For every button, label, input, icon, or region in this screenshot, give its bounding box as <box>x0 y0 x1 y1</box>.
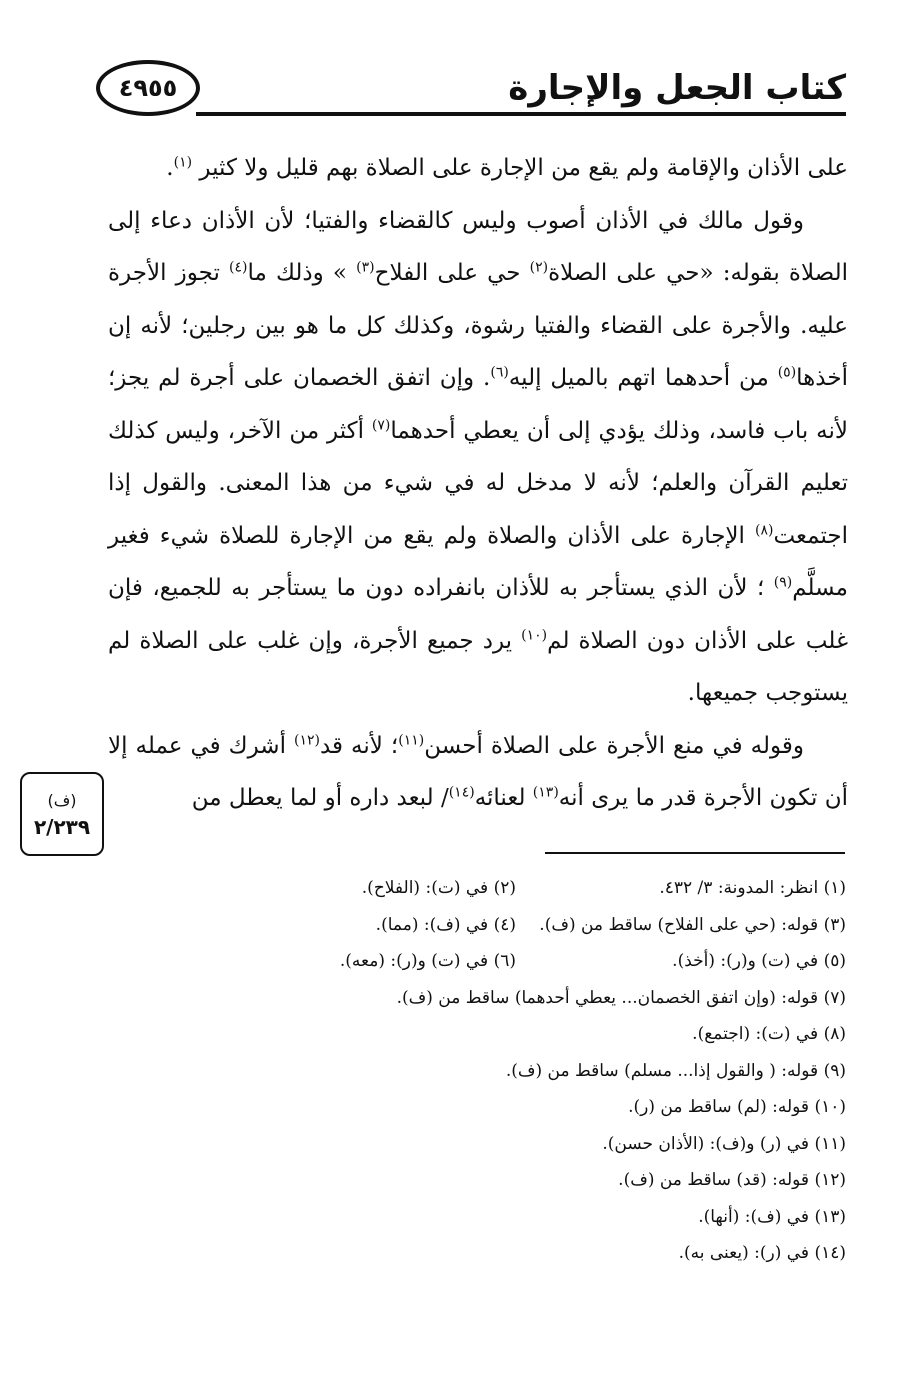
footnote-1: (١) انظر: المدونة: ٣/ ٤٣٢. <box>659 878 846 898</box>
text-span: على الأذان والإقامة ولم يقع من الإجارة على الصلاة بهم قليل ولا كثير <box>199 155 848 181</box>
text-span: / لبعد داره أو لما يعطل من <box>191 785 449 811</box>
text-span: تجوز الأجرة عليه. والأجرة على القضاء والفتيا رشوة، وكذلك كل ما هو بين رجلين؛ لأنه إن أخذها <box>108 260 848 391</box>
page-header <box>96 60 846 124</box>
footnote-row <box>106 870 846 907</box>
footnote-ref: (٥) <box>777 364 797 381</box>
footnote-ref: (٤) <box>229 259 248 276</box>
footnote-3: (٣) قوله: (حي على الفلاح) ساقط من (ف). <box>539 914 846 935</box>
footnote-row <box>106 943 846 980</box>
text-span: حي على الفلاح <box>374 260 530 286</box>
footnote-ref: (١٣) <box>532 784 559 801</box>
footnote-separator <box>545 852 845 854</box>
page-number: ٤٩٥٥ <box>96 60 200 116</box>
footnote-4: (٤) في (ف): (مما). <box>375 914 516 935</box>
footnote-ref: (٢) <box>529 259 549 276</box>
footnote-ref: (٩) <box>773 574 793 591</box>
footnote-ref: (٨) <box>755 521 774 538</box>
footnote-row <box>106 907 846 944</box>
text-span: الإجارة على الأذان والصلاة ولم يقع من الإجارة للصلاة شيء فغير مسلَّم <box>108 522 848 601</box>
footnote-5: (٥) في (ت) و(ر): (أخذ). <box>672 951 846 971</box>
footnote-14: (١٤) في (ر): (يعنى به). <box>678 1243 846 1263</box>
footnote-7: (٧) قوله: (وإن اتفق الخصمان... يعطي أحدهما) ساقط من (ف). <box>396 987 846 1008</box>
text-span: ؛ لأن الذي يستأجر به للأذان بانفراده دون ما يستأجر به للجميع، فإن غلب على الأذان دون الصلاة لم <box>108 575 848 654</box>
footnote-9: (٩) قوله: ( والقول إذا... مسلم) ساقط من (ف). <box>505 1060 846 1081</box>
text-span: أشرك في عمله إلا أن تكون الأجرة قدر ما يرى أنه <box>108 732 848 811</box>
paragraph-2 <box>108 195 848 720</box>
paragraph-1 <box>108 142 848 195</box>
text-span: وقول مالك في الأذان أصوب وليس كالقضاء والفتيا؛ لأن الأذان دعاء إلى الصلاة بقوله: «حي على الصلاة <box>108 207 849 286</box>
text-span: لعنائه <box>474 785 533 811</box>
text-span: ؛ لأنه قد <box>319 732 399 759</box>
footnote-ref: (١٠) <box>521 626 548 643</box>
footnote-ref: (٧) <box>371 416 391 433</box>
text-span: أكثر من الآخر، وليس كذلك تعليم القرآن والعلم؛ لأنه لا مدخل له في شيء من هذا المعنى. والقول إذا اجتمعت <box>108 417 848 549</box>
footnote-ref: (١٤) <box>448 784 475 801</box>
footnote-ref: (٦) <box>490 364 509 381</box>
margin-reference-box <box>20 772 104 856</box>
header-rule <box>196 112 846 116</box>
footnote-6: (٦) في (ت) و(ر): (معه). <box>339 951 516 971</box>
text-span: وقوله في منع الأجرة على الصلاة أحسن <box>424 732 804 759</box>
footnote-ref: (١٢) <box>293 731 320 748</box>
footnote-8: (٨) في (ت): (اجتمع). <box>692 1024 846 1044</box>
footnote-ref: (١) <box>173 154 193 171</box>
footnote-10: (١٠) قوله: (لم) ساقط من (ر). <box>628 1097 846 1117</box>
footnote-ref: (١١) <box>398 731 425 748</box>
footnote-12: (١٢) قوله: (قد) ساقط من (ف). <box>618 1170 846 1190</box>
book-title: كتاب الجعل والإجارة <box>508 68 846 108</box>
text-span: يرد جميع الأجرة، وإن غلب على الصلاة لم يستوجب جميعها. <box>108 627 848 706</box>
margin-reference-folio: ٢/٢٣٩ <box>33 815 91 839</box>
main-text <box>108 142 848 825</box>
text-span: » وذلك ما <box>247 260 357 286</box>
footnote-11: (١١) في (ر) و(ف): (الأذان حسن). <box>602 1133 846 1154</box>
footnote-ref: (٣) <box>356 259 375 276</box>
footnote-13: (١٣) في (ف): (أنها). <box>698 1206 846 1227</box>
footnote-2: (٢) في (ت): (الفلاح). <box>361 878 516 898</box>
text-span: من أحدهما اتهم بالميل إليه <box>508 365 778 391</box>
paragraph-3 <box>108 720 848 825</box>
footnotes <box>106 870 846 1272</box>
text-span: . <box>166 155 174 181</box>
text-span: . وإن اتفق الخصمان على أجرة لم يجز؛ لأنه باب فاسد، وذلك يؤدي إلى أن يعطي أحدهما <box>108 365 848 444</box>
margin-reference-source: (ف) <box>47 791 77 810</box>
